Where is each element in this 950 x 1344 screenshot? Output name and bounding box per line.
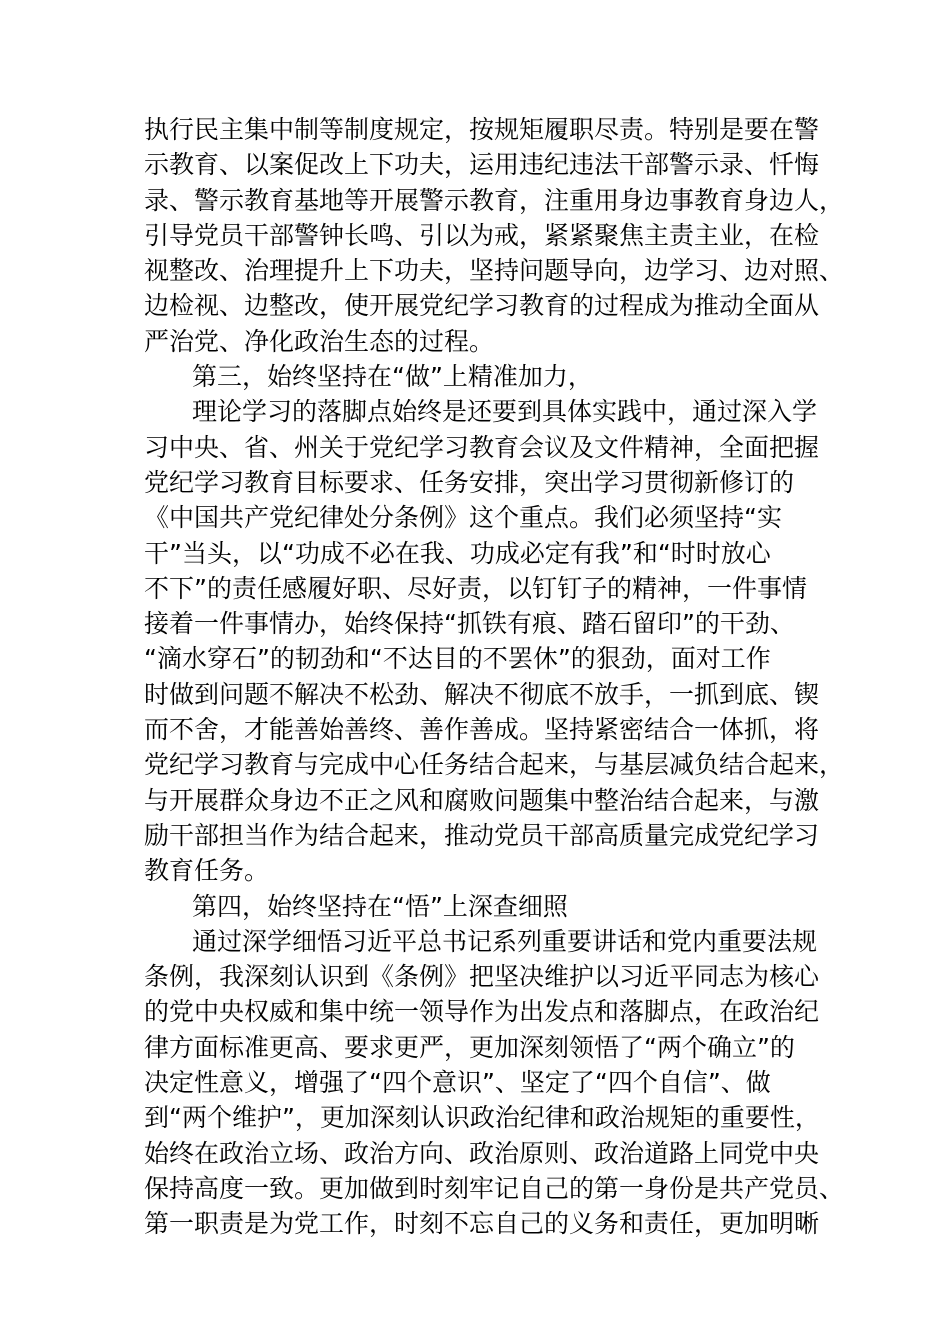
text-line: 党纪学习教育与完成中心任务结合起来，与基层减负结合起来， — [144, 750, 845, 780]
text-line: 与开展群众身边不正之风和腐败问题集中整治结合起来，与激 — [144, 785, 820, 815]
text-line: 习中央、省、州关于党纪学习教育会议及文件精神，全面把握 — [144, 432, 820, 462]
text-line: 励干部担当作为结合起来，推动党员干部高质量完成党纪学习 — [144, 820, 820, 850]
text-line: 不下”的责任感履好职、尽好责，以钉钉子的精神，一件事情 — [144, 573, 807, 603]
text-line: 决定性意义，增强了“四个意识”、坚定了“四个自信”、做 — [144, 1068, 771, 1098]
text-line: 理论学习的落脚点始终是还要到具体实践中，通过深入学 — [192, 397, 818, 427]
text-line: 而不舍，才能善始善终、善作善成。坚持紧密结合一体抓，将 — [144, 715, 820, 745]
text-line: 接着一件事情办，始终保持“抓铁有痕、踏石留印”的干劲、 — [144, 609, 795, 639]
text-line: 示教育、以案促改上下功夫，运用违纪违法干部警示录、忏悔 — [144, 150, 820, 180]
text-line: 条例，我深刻认识到《条例》把坚决维护以习近平同志为核心 — [144, 962, 820, 992]
text-line: 的党中央权威和集中统一领导作为出发点和落脚点，在政治纪 — [144, 997, 820, 1027]
text-line: 干”当头，以“功成不必在我、功成必定有我”和“时时放心 — [144, 538, 771, 568]
text-line: 执行民主集中制等制度规定，按规矩履职尽责。特别是要在警 — [144, 115, 820, 144]
text-line: 《中国共产党纪律处分条例》这个重点。我们必须坚持“实 — [144, 503, 782, 533]
text-line: 边检视、边整改，使开展党纪学习教育的过程成为推动全面从 — [144, 291, 820, 321]
text-line: 律方面标准更高、要求更严，更加深刻领悟了“两个确立”的 — [144, 1032, 795, 1062]
text-line: 时做到问题不解决不松劲、解决不彻底不放手，一抓到底、锲 — [144, 679, 820, 709]
text-line: 通过深学细悟习近平总书记系列重要讲话和党内重要法规 — [192, 926, 818, 956]
text-line: 严治党、净化政治生态的过程。 — [144, 326, 495, 356]
text-line: 保持高度一致。更加做到时刻牢记自己的第一身份是共产党员、 — [144, 1173, 845, 1203]
text-line: 第三，始终坚持在“做”上精准加力， — [192, 362, 593, 392]
text-line: 视整改、治理提升上下功夫，坚持问题导向，边学习、边对照、 — [144, 256, 845, 286]
document-body — [144, 112, 845, 1242]
text-line: 第四，始终坚持在“悟”上深查细照 — [192, 891, 568, 921]
text-line: 党纪学习教育目标要求、任务安排，突出学习贯彻新修订的 — [144, 467, 795, 497]
text-line: 第一职责是为党工作，时刻不忘自己的义务和责任，更加明晰 — [144, 1209, 820, 1239]
text-line: 到“两个维护”，更加深刻认识政治纪律和政治规矩的重要性， — [144, 1103, 820, 1133]
text-line: 教育任务。 — [144, 856, 270, 886]
text-line: 始终在政治立场、政治方向、政治原则、政治道路上同党中央 — [144, 1138, 820, 1168]
text-line: “滴水穿石”的韧劲和“不达目的不罢休”的狠劲，面对工作 — [144, 644, 771, 674]
text-line: 引导党员干部警钟长鸣、引以为戒，紧紧聚焦主责主业，在检 — [144, 220, 820, 250]
text-line: 录、警示教育基地等开展警示教育，注重用身边事教育身边人， — [144, 185, 845, 215]
